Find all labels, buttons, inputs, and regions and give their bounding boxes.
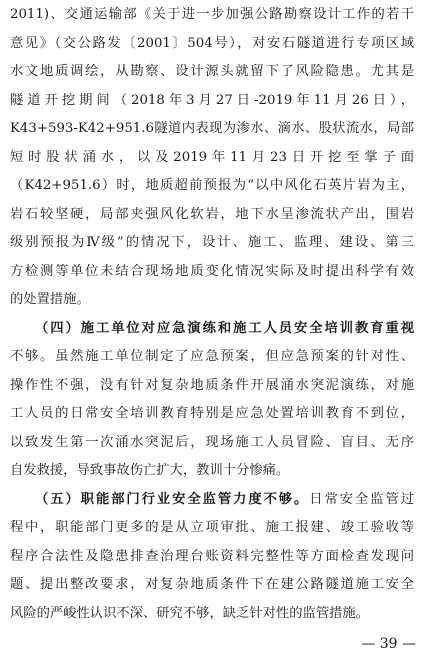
text-line: 风险的严峻性认识不深、研究不够，缺乏针对性的监管措施。	[10, 606, 370, 621]
section-heading: （四）施工单位对应急演练和施工人员安全培训教育重视	[35, 321, 414, 336]
text-line: 的处置措施。	[10, 292, 90, 307]
text-line: 岩石较坚硬，局部夹强风化软岩，地下水呈渗流状产出，围岩	[10, 207, 414, 222]
text-line: 不够。虽然施工单位制定了应急预案，但应急预案的针对性、	[10, 349, 414, 364]
text-line: 级别预报为Ⅳ级”的情况下，设计、施工、监理、建设、第三	[10, 235, 414, 250]
text-line: 题、提出整改要求，对复杂地质条件下在建公路隧道施工安全	[10, 577, 414, 592]
text-line: 工人员的日常安全培训教育特别是应急处置培训教育不到位，	[10, 406, 414, 421]
text-line: （K42+951.6）时，地质超前预报为“以中风化石英片岩为主，	[10, 178, 414, 193]
section-heading-line	[35, 489, 414, 511]
text-line: 以致发生第一次涌水突泥后，现场施工人员冒险、盲目、无序	[10, 435, 414, 450]
text-line: K43+593-K42+951.6隧道内表现为渗水、滴水、股状流水，局部	[10, 121, 414, 136]
page-number: — 39 —	[361, 636, 416, 652]
text-line: 短时股状涌水，以及2019年11月23日开挖至掌子面	[10, 150, 414, 165]
text-line: 方检测等单位未结合现场地质变化情况实际及时提出科学有效	[10, 264, 414, 279]
section-heading-rest: 日常安全监管过	[309, 492, 414, 507]
text-line: 2011)、交通运输部《关于进一步加强公路勘察设计工作的若干	[10, 7, 414, 22]
text-line: 意见》（交公路发〔2001〕504号），对安石隧道进行专项区域	[10, 36, 414, 51]
text-line: 操作性不强，没有针对复杂地质条件开展涌水突泥演练，对施	[10, 378, 414, 393]
text-line: 隧道开挖期间（2018年3月27日-2019年11月26日），	[10, 93, 414, 108]
text-line: 水文地质调绘，从勘察、设计源头就留下了风险隐患。尤其是	[10, 64, 414, 79]
section-heading: （五）职能部门行业安全监管力度不够。	[35, 492, 310, 507]
text-line: 程序合法性及隐患排查治理台账资料完整性等方面检查发现问	[10, 549, 414, 564]
text-line: 程中，职能部门更多的是从立项审批、施工报建、竣工验收等	[10, 520, 414, 535]
text-line: 自发救援，导致事故伤亡扩大，教训十分惨痛。	[10, 463, 290, 478]
